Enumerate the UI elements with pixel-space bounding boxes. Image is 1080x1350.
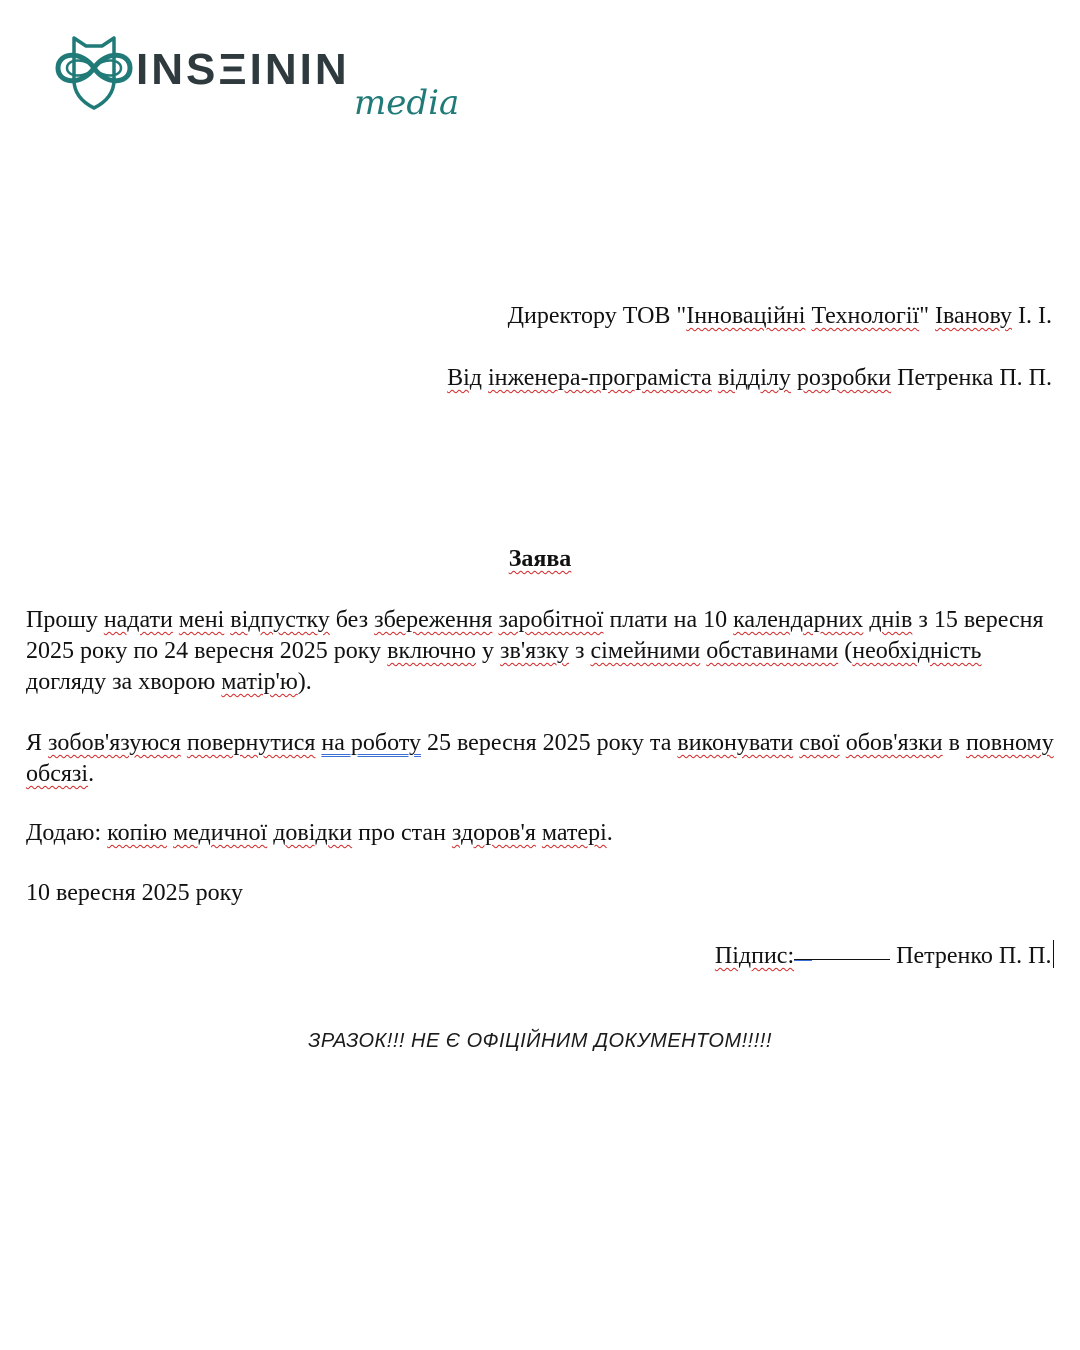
addressee-director: Директору ТОВ "Інноваційні Технології" Іванову І. І. bbox=[507, 303, 1052, 329]
signature-name: Петренко П. П. bbox=[896, 943, 1052, 969]
attachment-paragraph: Додаю: копію медичної довідки про стан здоров'я матері. bbox=[26, 820, 613, 846]
sample-disclaimer: ЗРАЗОК!!! НЕ Є ОФІЦІЙНИМ ДОКУМЕНТОМ!!!!! bbox=[308, 1030, 772, 1052]
logo-script-text: media bbox=[354, 83, 460, 123]
signature-line bbox=[715, 940, 1054, 971]
company-logo bbox=[52, 30, 482, 130]
infinity-shield-icon bbox=[52, 32, 136, 110]
addressee-from: Від інженера-програміста відділу розробки Петренка П. П. bbox=[447, 365, 1052, 391]
logo-wordmark: INSΞININ bbox=[136, 45, 350, 94]
text-cursor bbox=[1053, 940, 1055, 968]
return-paragraph: Я зобов'язуюся повернутися на роботу 25 вересня 2025 року та виконувати свої обов'язки в повному обсязі. bbox=[26, 730, 1054, 787]
document-title: Заява bbox=[508, 546, 572, 572]
date-line: 10 вересня 2025 року bbox=[26, 880, 243, 906]
request-paragraph: Прошу надати мені відпустку без збереження заробітної плати на 10 календарних днів з 15 вересня 2025 року по 24 вересня 2025 року включно у зв'язку з сімейними обставинами (необхідність догляду за хворою матір'ю). bbox=[26, 607, 1044, 695]
signature-label: Підпис: bbox=[714, 943, 795, 969]
logo-script-media bbox=[352, 82, 474, 130]
signature-blank bbox=[794, 959, 890, 960]
